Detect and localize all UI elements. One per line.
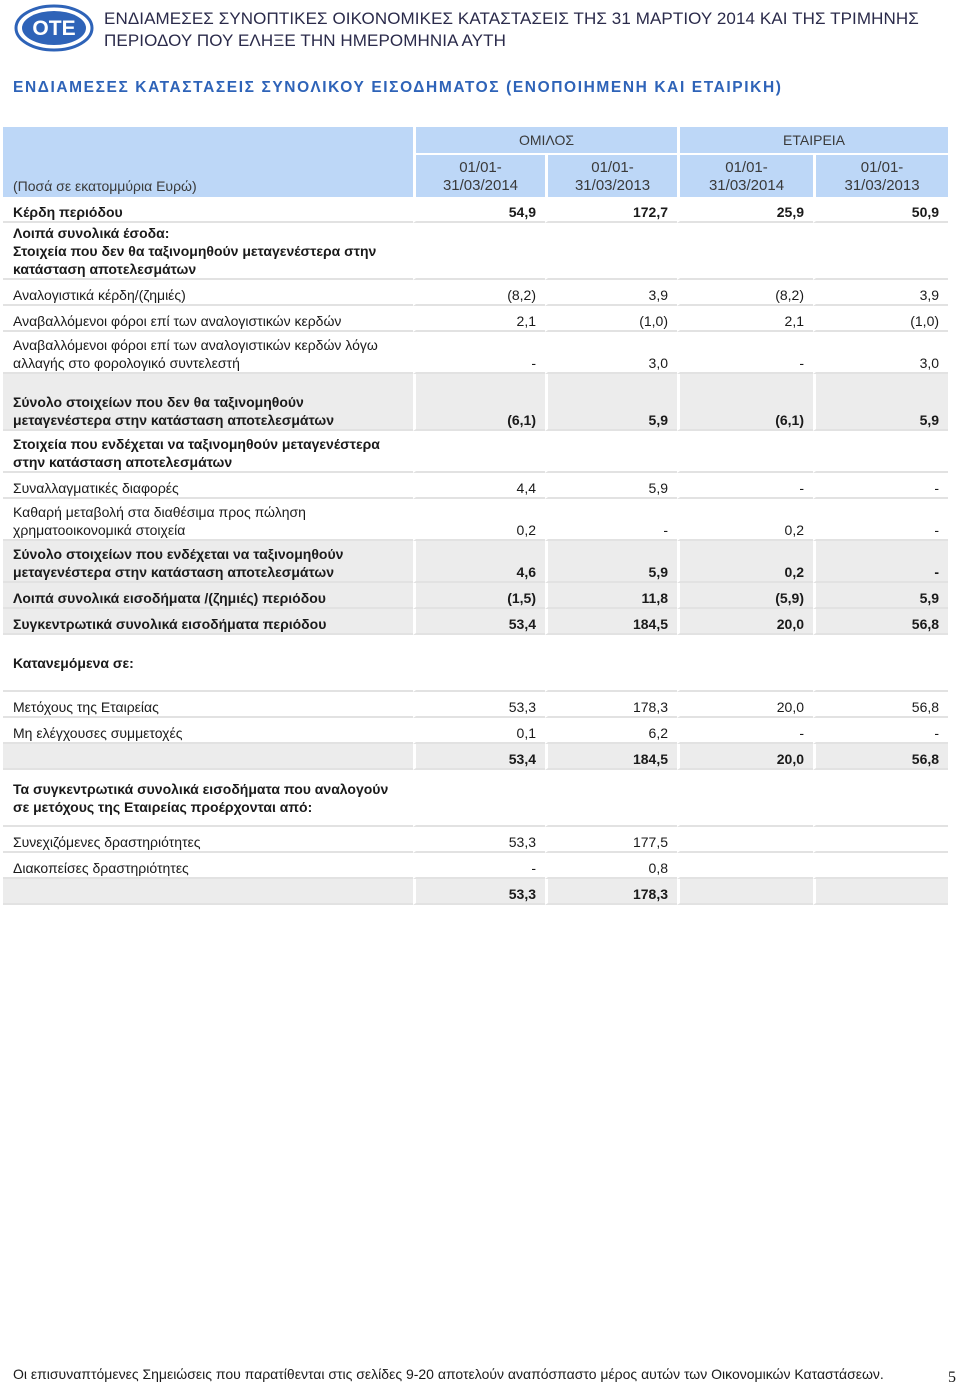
table-group-header-row [3,127,948,155]
value-cell [545,431,677,473]
table-row [3,223,948,280]
value-cell: - [677,718,813,744]
value-cell: 3,9 [545,280,677,306]
value-cell: - [813,499,948,541]
value-cell: 3,9 [813,280,948,306]
logo-text: ΟΤΕ [32,17,76,40]
value-cell: 177,5 [545,827,677,853]
section-title: ΕΝΔΙΑΜΕΣΕΣ ΚΑΤΑΣΤΑΣΕΙΣ ΣΥΝΟΛΙΚΟΥ ΕΙΣΟΔΗΜΑΤΟΣ (ΕΝΟΠΟΙΗΜΕΝΗ ΚΑΙ ΕΤΑΙΡΙΚΗ) [13,79,783,96]
row-label: Σύνολο στοιχείων που ενδέχεται να ταξινομηθούν μεταγενέστερα στην κατάσταση αποτελεσμάτων [3,541,413,583]
value-cell [677,431,813,473]
value-cell: - [545,499,677,541]
table-row [3,853,948,879]
page-number: 5 [948,1369,956,1386]
value-cell [813,431,948,473]
value-cell: - [413,853,545,879]
value-cell: 53,3 [413,879,545,905]
value-cell [677,827,813,853]
column-header: 01/01- 31/03/2014 [677,155,813,197]
table-row [3,473,948,499]
value-cell: 20,0 [677,744,813,770]
table-row [3,197,948,223]
table-row [3,609,948,635]
value-cell: 184,5 [545,609,677,635]
value-cell: 4,4 [413,473,545,499]
value-cell [813,635,948,692]
table-row [3,583,948,609]
value-cell: 53,3 [413,692,545,718]
table-row [3,744,948,770]
value-cell [545,223,677,280]
row-label: Αναβαλλόμενοι φόροι επί των αναλογιστικών κερδών λόγω αλλαγής στο φορολογικό συντελεστή [3,332,413,374]
value-cell [413,431,545,473]
value-cell: 5,9 [545,473,677,499]
table-row [3,827,948,853]
row-label: Καθαρή μεταβολή στα διαθέσιμα προς πώληση χρηματοοικονομικά στοιχεία [3,499,413,541]
row-label: Λοιπά συνολικά έσοδα: Στοιχεία που δεν θα ταξινομηθούν μεταγενέστερα στην κατάσταση αποτελεσμάτων [3,223,413,280]
table-row [3,541,948,583]
value-cell: (8,2) [413,280,545,306]
table-column-header-row [3,155,948,197]
value-cell: - [813,541,948,583]
document-title: ΕΝΔΙΑΜΕΣΕΣ ΣΥΝΟΠΤΙΚΕΣ ΟΙΚΟΝΟΜΙΚΕΣ ΚΑΤΑΣΤΑΣΕΙΣ ΤΗΣ 31 ΜΑΡΤΙΟΥ 2014 ΚΑΙ ΤΗΣ ΤΡΙΜΗΝΗΣ ΠΕΡΙΟΔΟΥ ΠΟΥ ΕΛΗΞΕ ΤΗΝ ΗΜΕΡΟΜΗΝΙΑ ΑΥΤΗ [104,9,919,50]
value-cell [813,770,948,827]
row-label: Διακοπείσες δραστηριότητες [3,853,413,879]
value-cell [813,853,948,879]
column-header: 01/01- 31/03/2013 [813,155,948,197]
footer-note: Οι επισυναπτόμενες Σημειώσεις που παρατίθενται στις σελίδες 9-20 αποτελούν αναπόσπαστο μέρος αυτών των Οικονομικών Καταστάσεων. [13,1366,884,1382]
row-label: Αναβαλλόμενοι φόροι επί των αναλογιστικών κερδών [3,306,413,332]
value-cell: 0,2 [413,499,545,541]
table-row [3,332,948,374]
value-cell [413,770,545,827]
column-header: 01/01- 31/03/2013 [545,155,677,197]
row-label: Σύνολο στοιχείων που δεν θα ταξινομηθούν μεταγενέστερα στην κατάσταση αποτελεσμάτων [3,374,413,431]
row-label: Λοιπά συνολικά εισοδήματα /(ζημιές) περιόδου [3,583,413,609]
table-row [3,635,948,692]
row-label: Μετόχους της Εταιρείας [3,692,413,718]
value-cell: 53,3 [413,827,545,853]
row-label: Τα συγκεντρωτικά συνολικά εισοδήματα που αναλογούν σε μετόχους της Εταιρείας προέρχονται από: [3,770,413,827]
value-cell: 5,9 [545,374,677,431]
value-cell: 56,8 [813,609,948,635]
column-header: 01/01- 31/03/2014 [413,155,545,197]
value-cell [545,770,677,827]
table-row [3,718,948,744]
row-label: Στοιχεία που ενδέχεται να ταξινομηθούν μεταγενέστερα στην κατάσταση αποτελεσμάτων [3,431,413,473]
value-cell: 2,1 [677,306,813,332]
value-cell: 184,5 [545,744,677,770]
value-cell: (6,1) [677,374,813,431]
value-cell [813,223,948,280]
value-cell: 56,8 [813,692,948,718]
table-row [3,770,948,827]
value-cell: 178,3 [545,879,677,905]
row-label [3,879,413,905]
value-cell: (8,2) [677,280,813,306]
value-cell: 56,8 [813,744,948,770]
value-cell: 25,9 [677,197,813,223]
value-cell: (1,5) [413,583,545,609]
unit-label: (Ποσά σε εκατομμύρια Ευρώ) [3,155,413,197]
income-statement-table [3,127,948,905]
row-label: Συναλλαγματικές διαφορές [3,473,413,499]
value-cell: 3,0 [813,332,948,374]
value-cell [813,827,948,853]
value-cell: 5,9 [813,374,948,431]
value-cell: 0,8 [545,853,677,879]
value-cell: (1,0) [813,306,948,332]
value-cell [677,853,813,879]
value-cell: 20,0 [677,692,813,718]
value-cell: 2,1 [413,306,545,332]
value-cell: 50,9 [813,197,948,223]
value-cell [677,770,813,827]
value-cell: 53,4 [413,609,545,635]
table-row [3,499,948,541]
value-cell: 11,8 [545,583,677,609]
value-cell: 0,2 [677,541,813,583]
value-cell [413,223,545,280]
value-cell: - [813,718,948,744]
table-row [3,280,948,306]
row-label [3,744,413,770]
value-cell [545,635,677,692]
value-cell: 20,0 [677,609,813,635]
table-row [3,692,948,718]
value-cell [677,879,813,905]
value-cell: (5,9) [677,583,813,609]
row-label: Συγκεντρωτικά συνολικά εισοδήματα περιόδου [3,609,413,635]
value-cell: - [813,473,948,499]
value-cell [413,635,545,692]
value-cell: (1,0) [545,306,677,332]
value-cell: - [677,332,813,374]
value-cell [677,635,813,692]
value-cell: 5,9 [545,541,677,583]
value-cell [813,879,948,905]
row-label: Κατανεμόμενα σε: [3,635,413,692]
ote-logo [14,4,94,52]
group-header-company: ΕΤΑΙΡΕΙΑ [677,127,948,155]
value-cell: - [413,332,545,374]
header-blank-cell [3,127,413,155]
table-row [3,374,948,431]
row-label: Συνεχιζόμενες δραστηριότητες [3,827,413,853]
value-cell: 172,7 [545,197,677,223]
value-cell: 6,2 [545,718,677,744]
value-cell: 178,3 [545,692,677,718]
value-cell: 5,9 [813,583,948,609]
table-row [3,879,948,905]
value-cell: 0,1 [413,718,545,744]
value-cell: 0,2 [677,499,813,541]
row-label: Μη ελέγχουσες συμμετοχές [3,718,413,744]
value-cell: 4,6 [413,541,545,583]
value-cell: 3,0 [545,332,677,374]
value-cell: - [677,473,813,499]
row-label: Αναλογιστικά κέρδη/(ζημιές) [3,280,413,306]
value-cell [677,223,813,280]
value-cell: 53,4 [413,744,545,770]
value-cell: (6,1) [413,374,545,431]
row-label: Κέρδη περιόδου [3,197,413,223]
table-row [3,306,948,332]
table-row [3,431,948,473]
group-header-group: ΟΜΙΛΟΣ [413,127,677,155]
value-cell: 54,9 [413,197,545,223]
